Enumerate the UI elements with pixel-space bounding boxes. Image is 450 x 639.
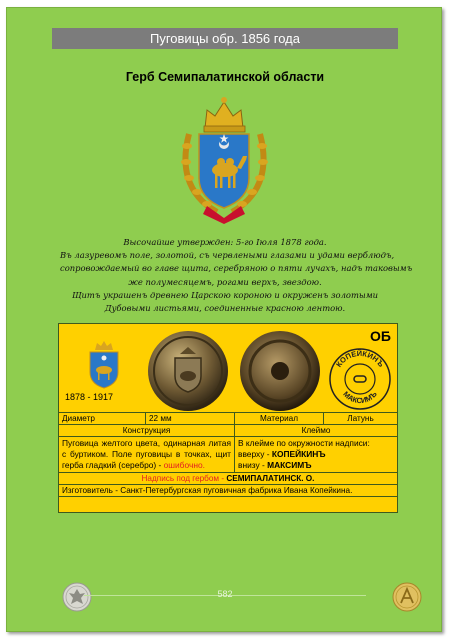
button-reverse-image xyxy=(239,330,321,412)
diameter-value: 22 мм xyxy=(146,413,235,425)
stamp-top-prefix: вверху - xyxy=(238,449,272,459)
decree-line: же полумесяцемъ, рогами верхъ, звездою. xyxy=(128,276,322,287)
specs-table xyxy=(58,412,398,497)
stamp-bottom-prefix: внизу - xyxy=(238,460,268,470)
maker-row: Изготовитель - Санкт-Петербургская пуговичная фабрика Ивана Копейкина. xyxy=(59,485,398,497)
stamp-bottom-text: МАКСИМЪ xyxy=(341,389,379,406)
stamp-bottom-line xyxy=(238,460,394,471)
button-obverse-image xyxy=(147,330,229,412)
years-label: 1878 - 1917 xyxy=(65,392,114,402)
construction-note: ошибочно. xyxy=(163,460,205,470)
decree-line: Въ лазуревомъ поле, золотой, съ червлеными глазами и удами верблюдъ, xyxy=(60,250,395,261)
table-row xyxy=(59,437,398,473)
small-coat-of-arms-icon xyxy=(81,340,127,390)
material-label: Материал xyxy=(235,413,324,425)
table-row xyxy=(59,473,398,485)
construction-description xyxy=(59,437,235,473)
page-number: 582 xyxy=(217,589,233,599)
material-value: Латунь xyxy=(324,413,398,425)
inscription-row xyxy=(59,473,398,485)
table-row xyxy=(59,485,398,497)
construction-text: Пуговица желтого цвета, одинарная литая с буртиком. Поле пуговицы в точках, щит герба гладкий (серебро) - xyxy=(62,438,231,470)
stamp-intro: В клейме по окружности надписи: xyxy=(238,438,370,448)
construction-label: Конструкция xyxy=(59,425,235,437)
decree-line: Дубовыми листьями, соединенные красною лентою. xyxy=(104,303,346,314)
decree-line: Щитъ украшенъ древнею Царскою короною и окруженъ золотыми xyxy=(71,289,379,300)
stamp-description xyxy=(235,437,398,473)
coat-of-arms-title: Герб Семипалатинской области xyxy=(125,70,325,84)
decree-text xyxy=(60,236,413,315)
page-title: Пуговицы обр. 1856 года xyxy=(52,28,398,49)
stamp-bottom-name: МАКСИМЪ xyxy=(267,460,312,470)
svg-text:КОПЕЙКИНЪ xyxy=(334,349,386,369)
inscription-value: СЕМИПАЛАТИНСК. О. xyxy=(226,474,315,483)
table-row xyxy=(59,413,398,425)
stamp-top-text: КОПЕЙКИНЪ xyxy=(334,348,386,369)
coat-of-arms-icon xyxy=(177,94,272,224)
monogram-coin-icon xyxy=(392,582,422,612)
type-badge: ОБ xyxy=(370,328,391,344)
stamp-top-line xyxy=(238,449,394,460)
table-row xyxy=(59,425,398,437)
decree-line: сопровождаемый во главе щита, серебряною о пяти лучахъ, надъ таковымъ xyxy=(60,263,413,274)
stamp-top-name: КОПЕЙКИНЪ xyxy=(271,449,326,459)
svg-text:МАКСИМЪ xyxy=(341,389,379,405)
inscription-label: Надпись под гербом - xyxy=(141,474,227,483)
maker-stamp-icon xyxy=(327,346,393,412)
stamp-label: Клеймо xyxy=(235,425,398,437)
decree-line: Высочайше утвержден: 5-го Іюля 1878 года. xyxy=(123,237,327,247)
diameter-label: Диаметр xyxy=(59,413,146,425)
